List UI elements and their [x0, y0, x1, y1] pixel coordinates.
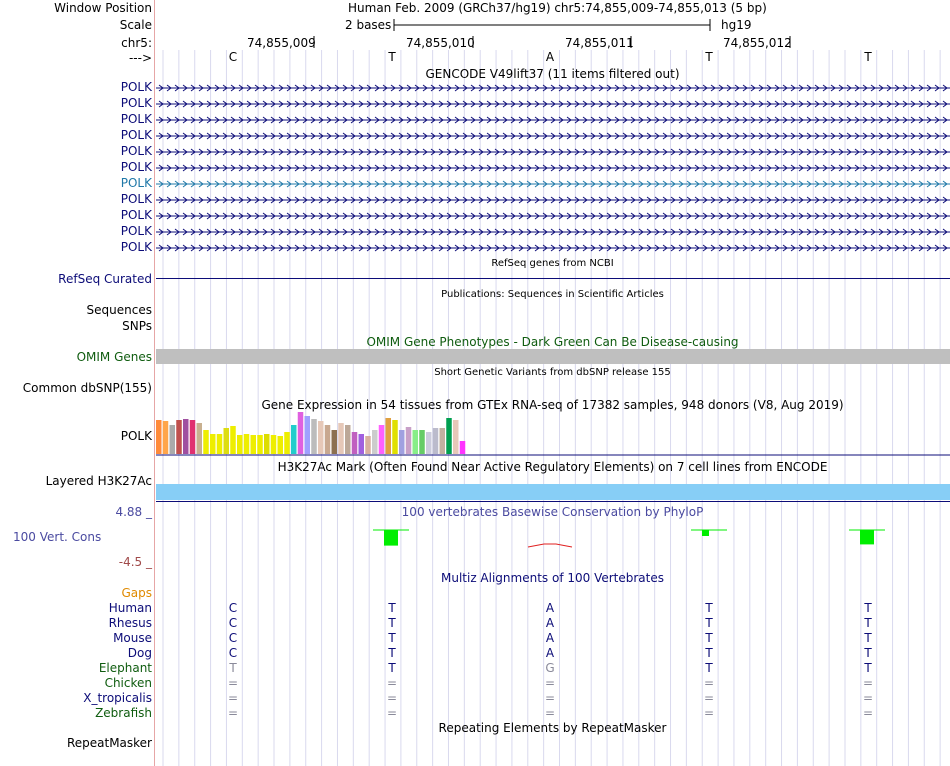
alignment-base: =: [227, 691, 239, 705]
ref-base-5: T: [864, 50, 872, 64]
species-label[interactable]: Rhesus: [108, 616, 152, 630]
multiz-title: Multiz Alignments of 100 Vertebrates: [440, 571, 665, 585]
gtex-title: Gene Expression in 54 tissues from GTEx RNA-seq of 17382 samples, 948 donors (V8, Aug 2019): [261, 398, 844, 412]
scale-label: Scale: [119, 18, 152, 32]
alignment-base: =: [862, 691, 874, 705]
gtex-tissue-bar: [176, 420, 182, 454]
label-divider: [154, 0, 155, 766]
gtex-tissue-bar: [190, 420, 196, 454]
refseq-gene-line[interactable]: [156, 278, 950, 279]
phylop-conservation[interactable]: [156, 518, 950, 558]
gencode-item-label[interactable]: POLK: [120, 192, 152, 206]
gtex-tissue-bar: [163, 421, 169, 454]
phylop-min-label: -4.5 _: [118, 555, 152, 569]
alignment-base: T: [705, 601, 713, 615]
omim-gene-bar[interactable]: [156, 349, 950, 364]
alignment-base: =: [703, 676, 715, 690]
alignment-base: =: [703, 706, 715, 720]
alignment-base: T: [388, 616, 396, 630]
gtex-tissue-bar: [244, 434, 250, 454]
alignment-base: =: [544, 706, 556, 720]
alignment-base: T: [229, 661, 237, 675]
alignment-base: =: [227, 706, 239, 720]
alignment-base: T: [388, 646, 396, 660]
gencode-item-label[interactable]: POLK: [120, 128, 152, 142]
gtex-tissue-bar: [372, 430, 378, 454]
dbsnp-title: Short Genetic Variants from dbSNP release 155: [434, 367, 671, 378]
ruler-ticks: [0, 34, 950, 50]
alignment-base: A: [545, 646, 555, 660]
gtex-tissue-bar: [325, 425, 331, 454]
gtex-tissue-bar: [183, 419, 189, 454]
h3k27ac-baseline: [156, 501, 950, 502]
alignment-base: =: [386, 676, 398, 690]
scale-bar: [392, 17, 718, 33]
gtex-tissue-bar: [318, 421, 324, 454]
alignment-base: =: [862, 706, 874, 720]
gtex-tissue-bar: [284, 432, 290, 454]
alignment-base: =: [544, 676, 556, 690]
alignment-base: T: [864, 631, 872, 645]
alignment-base: T: [388, 631, 396, 645]
gencode-item-label[interactable]: POLK: [120, 80, 152, 94]
gtex-tissue-bar: [291, 425, 297, 454]
species-label[interactable]: Zebrafish: [95, 706, 152, 720]
alignment-base: C: [228, 646, 238, 660]
refseq-label[interactable]: RefSeq Curated: [58, 272, 152, 286]
window-position-label: Window Position: [54, 1, 152, 15]
alignment-base: C: [228, 616, 238, 630]
gtex-tissue-bar: [264, 434, 270, 454]
gtex-tissue-bar: [271, 435, 277, 454]
gtex-tissue-bar: [278, 436, 284, 454]
alignment-base: T: [864, 661, 872, 675]
gtex-label[interactable]: POLK: [120, 429, 152, 443]
phylop-max-label: 4.88 _: [115, 505, 152, 519]
phylop-negative-mark: [528, 544, 572, 547]
gtex-tissue-bar: [338, 423, 344, 454]
gencode-item-label[interactable]: POLK: [120, 144, 152, 158]
phylop-positive-bar: [702, 530, 709, 536]
alignment-base: C: [228, 601, 238, 615]
species-label[interactable]: Elephant: [98, 661, 152, 675]
ref-base-1: C: [228, 50, 238, 64]
alignment-base: A: [545, 601, 555, 615]
alignment-base: T: [705, 661, 713, 675]
snps-label[interactable]: SNPs: [122, 319, 152, 333]
gtex-tissue-bar: [392, 420, 398, 454]
species-label[interactable]: Dog: [127, 646, 152, 660]
species-label[interactable]: Human: [108, 601, 152, 615]
chrom-label: chr5:: [121, 36, 152, 50]
species-label[interactable]: X_tropicalis: [83, 691, 152, 705]
gtex-tissue-bar: [305, 416, 311, 454]
alignment-base: T: [388, 661, 396, 675]
omim-title: OMIM Gene Phenotypes - Dark Green Can Be Disease-causing: [366, 335, 739, 349]
gtex-tissue-bar: [203, 430, 209, 454]
gtex-tissue-bar: [352, 432, 358, 454]
gtex-tissue-bar: [446, 418, 452, 454]
alignment-base: =: [544, 691, 556, 705]
gtex-tissue-bar: [406, 427, 412, 454]
gencode-item-label[interactable]: POLK: [120, 112, 152, 126]
gtex-tissue-bar: [433, 428, 439, 454]
gencode-item-label[interactable]: POLK: [120, 224, 152, 238]
alignment-base: T: [864, 616, 872, 630]
species-label[interactable]: Chicken: [104, 676, 152, 690]
repeatmasker-label[interactable]: RepeatMasker: [66, 736, 152, 750]
gaps-label: Gaps: [121, 586, 152, 600]
gencode-transcripts[interactable]: [156, 80, 950, 256]
publications-label[interactable]: Sequences: [86, 303, 152, 317]
h3k27ac-label[interactable]: Layered H3K27Ac: [45, 474, 152, 488]
gtex-tissue-bar: [197, 423, 203, 454]
gtex-tissue-bar: [460, 441, 466, 454]
gtex-tissue-bar: [298, 412, 304, 454]
gtex-tissue-bar: [453, 420, 459, 454]
alignment-base: T: [705, 616, 713, 630]
gtex-tissue-bar: [386, 418, 392, 454]
alignment-base: A: [545, 616, 555, 630]
gtex-tissue-bar: [426, 432, 432, 454]
gtex-tissue-bar: [440, 428, 446, 454]
gencode-item-label[interactable]: POLK: [120, 240, 152, 254]
refseq-title: RefSeq genes from NCBI: [491, 258, 614, 269]
assembly-label: hg19: [721, 18, 752, 32]
species-label[interactable]: Mouse: [113, 631, 152, 645]
gtex-tissue-bar: [419, 430, 425, 454]
gtex-tissue-bar: [237, 435, 243, 454]
gtex-tissue-bar: [251, 435, 257, 454]
alignment-base: =: [862, 676, 874, 690]
gtex-tissue-bar: [413, 430, 419, 454]
ref-base-4: T: [705, 50, 713, 64]
omim-label[interactable]: OMIM Genes: [76, 350, 152, 364]
gencode-title: GENCODE V49lift37 (11 items filtered out): [425, 67, 680, 81]
alignment-base: =: [227, 676, 239, 690]
ref-base-2: T: [388, 50, 396, 64]
gtex-tissue-bar: [224, 428, 230, 454]
alignment-base: A: [545, 631, 555, 645]
gtex-expression-bars[interactable]: [156, 410, 950, 456]
ref-base-3: A: [545, 50, 555, 64]
alignment-base: T: [705, 646, 713, 660]
phylop-label[interactable]: 100 Vert. Cons: [13, 530, 102, 544]
alignment-base: T: [705, 631, 713, 645]
gencode-item-label[interactable]: POLK: [120, 96, 152, 110]
dbsnp-label[interactable]: Common dbSNP(155): [22, 381, 152, 395]
h3k27ac-title: H3K27Ac Mark (Often Found Near Active Regulatory Elements) on 7 cell lines from ENCODE: [277, 460, 828, 474]
alignment-base: T: [388, 601, 396, 615]
gtex-tissue-bar: [365, 436, 371, 454]
gtex-tissue-bar: [311, 419, 317, 454]
coord-4: 74,855,012: [723, 36, 792, 50]
scale-bar-text: 2 bases: [345, 18, 392, 32]
position-title: Human Feb. 2009 (GRCh37/hg19) chr5:74,855,009-74,855,013 (5 bp): [348, 1, 767, 15]
gencode-item-label[interactable]: POLK: [120, 160, 152, 174]
strand-label: --->: [128, 51, 152, 65]
gtex-tissue-bar: [399, 430, 405, 454]
gtex-tissue-bar: [379, 425, 385, 454]
alignment-base: =: [386, 706, 398, 720]
gtex-tissue-bar: [156, 420, 162, 454]
repeatmasker-title: Repeating Elements by RepeatMasker: [438, 721, 667, 735]
publications-title: Publications: Sequences in Scientific Articles: [441, 289, 664, 300]
gtex-tissue-bar: [345, 425, 351, 454]
phylop-positive-bar: [860, 530, 874, 544]
alignment-base: G: [545, 661, 555, 675]
coord-1: 74,855,009: [247, 36, 316, 50]
alignment-base: T: [864, 601, 872, 615]
coord-3: 74,855,011: [565, 36, 634, 50]
gencode-item-label[interactable]: POLK: [120, 208, 152, 222]
gencode-item-label[interactable]: POLK: [120, 176, 152, 190]
alignment-base: =: [703, 691, 715, 705]
alignment-base: =: [386, 691, 398, 705]
phylop-title: 100 vertebrates Basewise Conservation by PhyloP: [401, 505, 704, 519]
h3k27ac-signal[interactable]: [156, 484, 950, 500]
gtex-tissue-bar: [359, 434, 365, 454]
gtex-tissue-bar: [210, 434, 216, 454]
gtex-tissue-bar: [332, 430, 338, 454]
gtex-tissue-bar: [257, 435, 263, 454]
gtex-tissue-bar: [170, 425, 176, 454]
coord-2: 74,855,010: [406, 36, 475, 50]
alignment-base: T: [864, 646, 872, 660]
gtex-tissue-bar: [217, 434, 223, 454]
phylop-positive-bar: [384, 530, 398, 546]
alignment-base: C: [228, 631, 238, 645]
gtex-tissue-bar: [230, 426, 236, 454]
